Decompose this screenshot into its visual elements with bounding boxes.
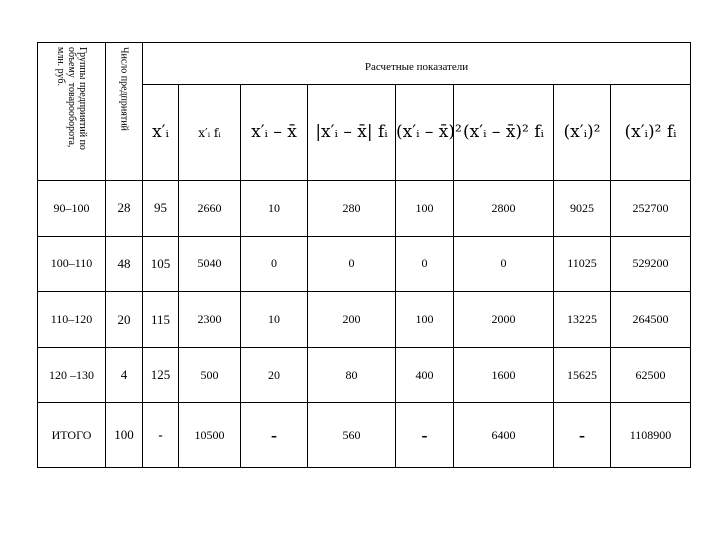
cell-c1: 125 <box>143 347 179 403</box>
cell-count: 20 <box>106 292 143 348</box>
cell-group: 90–100 <box>38 180 106 236</box>
cell-c2: 2660 <box>179 180 241 236</box>
cell-c5: 0 <box>396 236 454 292</box>
formula-header-3 <box>241 85 308 181</box>
cell-c4: 0 <box>308 236 396 292</box>
formula-header-2 <box>179 85 241 181</box>
cell-c2: 5040 <box>179 236 241 292</box>
formula-3: x′ᵢ – x̄ <box>251 121 297 142</box>
cell-group: ИТОГО <box>38 403 106 468</box>
count-column-header <box>106 43 143 181</box>
formula-header-8 <box>611 85 691 181</box>
formula-header-4 <box>308 85 396 181</box>
formula-header-7 <box>554 85 611 181</box>
cell-c3: 20 <box>241 347 308 403</box>
cell-c8: 264500 <box>611 292 691 348</box>
cell-c6: 2000 <box>454 292 554 348</box>
cell-count: 28 <box>106 180 143 236</box>
cell-c1: 105 <box>143 236 179 292</box>
cell-c2: 500 <box>179 347 241 403</box>
cell-c2: 10500 <box>179 403 241 468</box>
formula-2: x′ᵢ fᵢ <box>198 125 221 140</box>
cell-c3: 10 <box>241 292 308 348</box>
cell-c8: 529200 <box>611 236 691 292</box>
cell-c4: 560 <box>308 403 396 468</box>
formula-8: (x′ᵢ)² fᵢ <box>624 121 677 142</box>
cell-c1: 95 <box>143 180 179 236</box>
cell-c7: 13225 <box>554 292 611 348</box>
formula-header-6 <box>454 85 554 181</box>
group-column-header-text: Группы предприятий по объему товарооборота, млн. руб. <box>55 47 88 150</box>
cell-c3: 0 <box>241 236 308 292</box>
cell-c6: 2800 <box>454 180 554 236</box>
cell-c5: - <box>396 403 454 468</box>
cell-c6: 0 <box>454 236 554 292</box>
cell-group: 100–110 <box>38 236 106 292</box>
table-row <box>38 180 691 236</box>
cell-c7: 11025 <box>554 236 611 292</box>
cell-c5: 400 <box>396 347 454 403</box>
formula-1: x′ᵢ <box>152 121 169 142</box>
cell-c8: 252700 <box>611 180 691 236</box>
statistics-table <box>37 42 691 468</box>
cell-c1: - <box>143 403 179 468</box>
cell-count: 100 <box>106 403 143 468</box>
cell-c1: 115 <box>143 292 179 348</box>
cell-c7: - <box>554 403 611 468</box>
cell-c7: 15625 <box>554 347 611 403</box>
cell-c4: 80 <box>308 347 396 403</box>
formula-header-5 <box>396 85 462 181</box>
table-row <box>38 347 691 403</box>
group-column-header <box>38 43 106 181</box>
formula-header-1 <box>143 85 179 181</box>
cell-c2: 2300 <box>179 292 241 348</box>
calc-indicators-header <box>143 43 691 85</box>
formula-6: (x′ᵢ – x̄)² fᵢ <box>463 121 544 142</box>
cell-c3: 10 <box>241 180 308 236</box>
cell-group: 120 –130 <box>38 347 106 403</box>
cell-c3: - <box>241 403 308 468</box>
cell-c6: 1600 <box>454 347 554 403</box>
cell-c5: 100 <box>396 292 454 348</box>
formula-4: |x′ᵢ – x̄| fᵢ <box>315 121 388 142</box>
formula-5: (x′ᵢ – x̄)² <box>396 121 462 142</box>
cell-group: 110–120 <box>38 292 106 348</box>
cell-c6: 6400 <box>454 403 554 468</box>
cell-c4: 280 <box>308 180 396 236</box>
cell-c8: 1108900 <box>611 403 691 468</box>
count-column-header-text: Число предприятий <box>118 47 130 131</box>
cell-c8: 62500 <box>611 347 691 403</box>
cell-c4: 200 <box>308 292 396 348</box>
total-row <box>38 403 691 468</box>
calc-indicators-title: Расчетные показатели <box>364 60 469 73</box>
cell-c5: 100 <box>396 180 454 236</box>
formula-7: (x′ᵢ)² <box>563 121 601 142</box>
cell-count: 48 <box>106 236 143 292</box>
cell-count: 4 <box>106 347 143 403</box>
cell-c7: 9025 <box>554 180 611 236</box>
table-row <box>38 236 691 292</box>
table-row <box>38 292 691 348</box>
